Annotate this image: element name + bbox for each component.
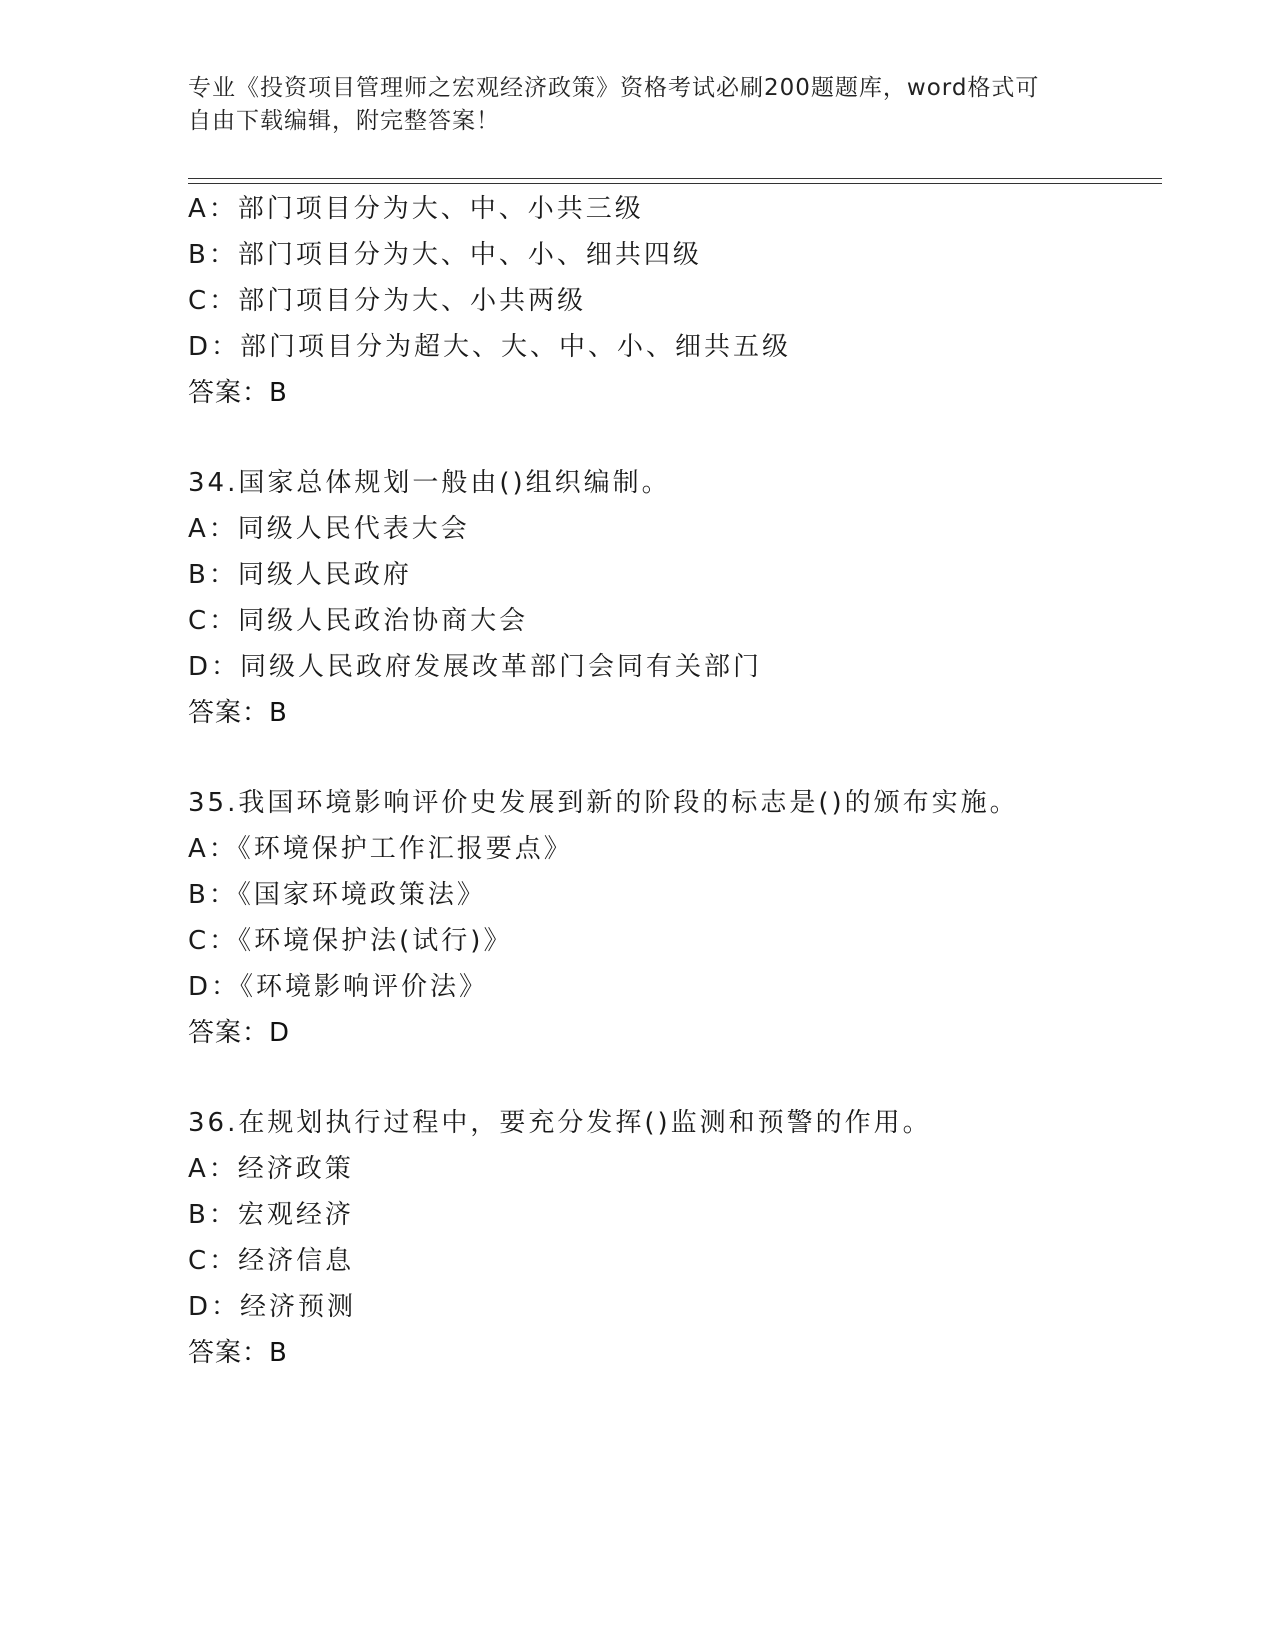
spacer <box>188 736 1168 780</box>
header-line-1: 专业《投资项目管理师之宏观经济政策》资格考试必刷200题题库，word格式可 <box>188 75 1040 101</box>
option-a: A：《环境保护工作汇报要点》 <box>188 834 573 864</box>
header-line-2: 自由下载编辑，附完整答案！ <box>188 108 500 134</box>
header-rule-top <box>188 178 1162 179</box>
document-header <box>188 72 1088 138</box>
option-a: A：经济政策 <box>188 1154 354 1184</box>
answer: 答案：B <box>188 378 288 408</box>
option-c: C：部门项目分为大、小共两级 <box>188 286 587 316</box>
option-b: B：《国家环境政策法》 <box>188 880 486 910</box>
option-c: C：《环境保护法(试行)》 <box>188 926 513 956</box>
option-d: D：同级人民政府发展改革部门会同有关部门 <box>188 652 763 682</box>
question-33 <box>188 186 1168 416</box>
option-d: D：部门项目分为超大、大、中、小、细共五级 <box>188 332 792 362</box>
question-36 <box>188 1100 1168 1376</box>
spacer <box>188 1056 1168 1100</box>
question-list <box>188 186 1168 1376</box>
option-d: D：《环境影响评价法》 <box>188 972 489 1002</box>
option-c: C：同级人民政治协商大会 <box>188 606 529 636</box>
option-a: A：部门项目分为大、中、小共三级 <box>188 194 644 224</box>
option-b: B：同级人民政府 <box>188 560 412 590</box>
question-text: 36.在规划执行过程中，要充分发挥()监测和预警的作用。 <box>188 1108 932 1138</box>
answer: 答案：B <box>188 1338 288 1368</box>
option-c: C：经济信息 <box>188 1246 355 1276</box>
option-d: D：经济预测 <box>188 1292 357 1322</box>
spacer <box>188 416 1168 460</box>
option-b: B：宏观经济 <box>188 1200 354 1230</box>
header-rule-bottom <box>188 183 1162 184</box>
option-b: B：部门项目分为大、中、小、细共四级 <box>188 240 702 270</box>
answer: 答案：D <box>188 1018 291 1048</box>
question-35 <box>188 780 1168 1056</box>
option-a: A：同级人民代表大会 <box>188 514 470 544</box>
question-text: 34.国家总体规划一般由()组织编制。 <box>188 468 671 498</box>
question-34 <box>188 460 1168 736</box>
answer: 答案：B <box>188 698 288 728</box>
question-text: 35.我国环境影响评价史发展到新的阶段的标志是()的颁布实施。 <box>188 788 1019 818</box>
